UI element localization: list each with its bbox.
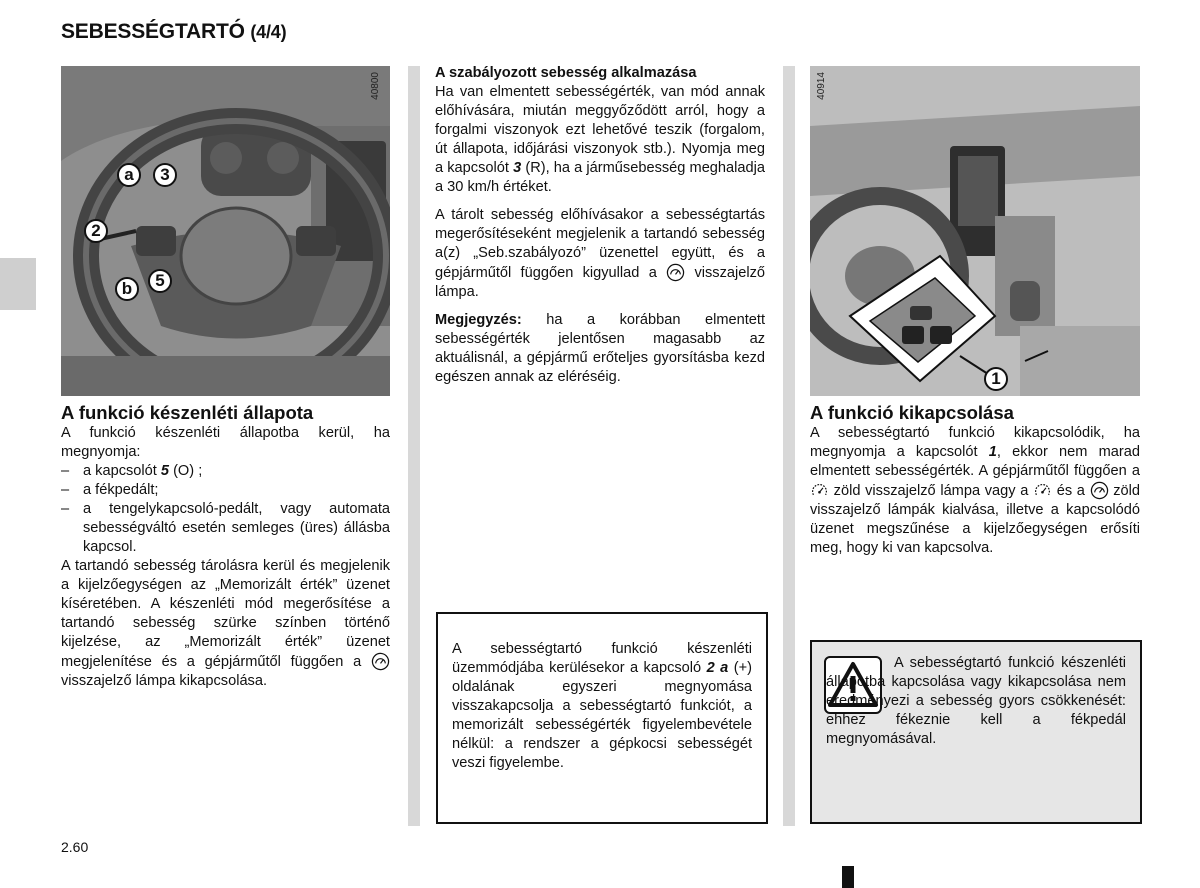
callout-5: 5 bbox=[148, 269, 172, 293]
paragraph-text: Ha van elmentett sebességérték, van mód annak előhívására, miután meggyőződött arról, hogy a forgalmi viszonyok ezt lehetővé teszik (forgalom, út állapota, időjárási viszonyok stb.). Nyomja meg a kapcsolót bbox=[435, 84, 765, 176]
list-text: a kapcsolót bbox=[83, 463, 161, 479]
title-suffix: (4/4) bbox=[250, 22, 287, 42]
list-item bbox=[61, 462, 390, 481]
paragraph-text: A sebességtartó funkció kikapcsolódik, ha megnyomja a kapcsolót bbox=[810, 425, 1140, 460]
column-divider-1 bbox=[408, 66, 420, 826]
steering-wheel-figure bbox=[61, 66, 390, 396]
subheading-apply: A szabályozott sebesség alkalmazása bbox=[435, 65, 697, 81]
steering-wheel-illustration bbox=[61, 66, 390, 396]
paragraph-text-end: visszajelző lámpa kikapcsolása. bbox=[61, 673, 268, 689]
list-emphasis: 5 bbox=[160, 463, 170, 479]
paragraph-text-end: visszajelző lámpa. bbox=[435, 265, 766, 300]
list-item bbox=[61, 500, 390, 557]
figure-ref-right: 40914 bbox=[816, 72, 827, 100]
callout-3: 3 bbox=[153, 163, 177, 187]
callout-a: a bbox=[117, 163, 141, 187]
apply-paragraph bbox=[435, 83, 765, 197]
col1-body bbox=[61, 424, 390, 691]
callout-2: 2 bbox=[84, 219, 108, 243]
paragraph-text: és a bbox=[1052, 483, 1085, 499]
cruise-control-icon bbox=[666, 263, 685, 282]
dashboard-figure bbox=[810, 66, 1140, 396]
note-text: ha a korábban elmentett sebességérték jelentősen magasabb az aktuálisnál, a gépjármű erőteljes gyorsításba kezd egészen annak az eléréséig. bbox=[435, 312, 765, 385]
info-text-end: (+) oldalának egyszeri megnyomása visszakapcsolja a sebességtartó funkciót, a memorizált sebességérték figyelembevétele nélkül: a rendszer a gépkocsi sebességét veszi figyelembe. bbox=[452, 660, 752, 771]
page-marker bbox=[842, 866, 854, 888]
column-2 bbox=[435, 64, 765, 387]
heading-standby: A funkció készenléti állapota bbox=[61, 402, 314, 423]
info-box bbox=[436, 612, 768, 824]
info-emphasis: 2 a bbox=[706, 660, 729, 676]
list-text-end: (O) ; bbox=[169, 463, 203, 479]
warning-box bbox=[810, 640, 1142, 824]
column-1 bbox=[61, 402, 390, 691]
info-text: A sebességtartó funkció készenléti üzemmódjába kerülésekor a kapcsoló bbox=[452, 641, 752, 676]
callout-1: 1 bbox=[984, 367, 1008, 391]
warning-text: A sebességtartó funkció készenléti állapotba kapcsolása vagy kikapcsolása nem eredményezi a sebesség gyors csökkenését: ehhez fékeznie kell a fékpedál megnyomásával. bbox=[826, 655, 1126, 747]
callout-b: b bbox=[115, 277, 139, 301]
standby-paragraph bbox=[61, 557, 390, 691]
paragraph-text-end: (R), ha a járműsebesség meghaladja a 30 km/h értéket. bbox=[435, 160, 765, 195]
paragraph-text-end: zöld visszajelző lámpák kialvása, illetve a kapcsolódó üzenet megszűnése a kijelzőegységen erősíti meg, hogy ki van kapcsolva. bbox=[810, 483, 1141, 556]
dashboard-illustration bbox=[810, 66, 1140, 396]
paragraph-text: A tartandó sebesség tárolásra kerül és megjelenik a kijelzőegységen az „Memorizált érték” üzenet kíséretében. A készenléti mód megerősítése a tartandó sebesség szürke színben történő kijelzése, az „Memorizált érték” üzenet megjelenítése és a gépjárműtől függően a bbox=[61, 558, 390, 670]
cruise-control-icon bbox=[371, 652, 390, 671]
list-text: a fékpedált; bbox=[83, 482, 159, 498]
note-label: Megjegyzés: bbox=[435, 312, 522, 328]
cruise-control-icon bbox=[1090, 481, 1109, 500]
cruise-control-green-icon bbox=[1033, 481, 1052, 500]
paragraph-text: A tárolt sebesség előhívásakor a sebességtartás megerősítéseként megjelenik a tartandó sebesség a(z) „Seb.szabályozó” üzenettel együtt, és a gépjárműtől függően kigyullad a bbox=[435, 207, 765, 281]
list-text: a tengelykapcsoló-pedált, vagy automata sebességváltó esetén semleges (üres) állásba kapcsol. bbox=[83, 501, 390, 555]
cruise-control-green-icon bbox=[810, 481, 829, 500]
info-box-text bbox=[452, 640, 752, 773]
switch-off-paragraph bbox=[810, 424, 1140, 558]
paragraph-emphasis: 1 bbox=[988, 444, 997, 460]
heading-switch-off: A funkció kikapcsolása bbox=[810, 402, 1014, 423]
figure-ref-left: 40800 bbox=[370, 72, 381, 100]
section-tab bbox=[0, 258, 36, 310]
list-item bbox=[61, 481, 390, 500]
standby-intro: A funkció készenléti állapotba kerül, ha megnyomja: bbox=[61, 425, 390, 460]
title-text: SEBESSÉGTARTÓ bbox=[61, 20, 245, 43]
col3-body bbox=[810, 424, 1140, 558]
note-paragraph bbox=[435, 311, 765, 387]
column-3 bbox=[810, 402, 1140, 558]
column-divider-2 bbox=[783, 66, 795, 826]
page-number: 2.60 bbox=[61, 839, 89, 855]
recall-paragraph bbox=[435, 206, 765, 302]
page-title bbox=[61, 20, 286, 44]
paragraph-emphasis: 3 bbox=[513, 160, 522, 176]
paragraph-text: , ekkor nem marad elmentett sebességérték. A gépjárműtől függően a bbox=[810, 444, 1140, 479]
paragraph-text: zöld visszajelző lámpa vagy a bbox=[829, 483, 1029, 499]
